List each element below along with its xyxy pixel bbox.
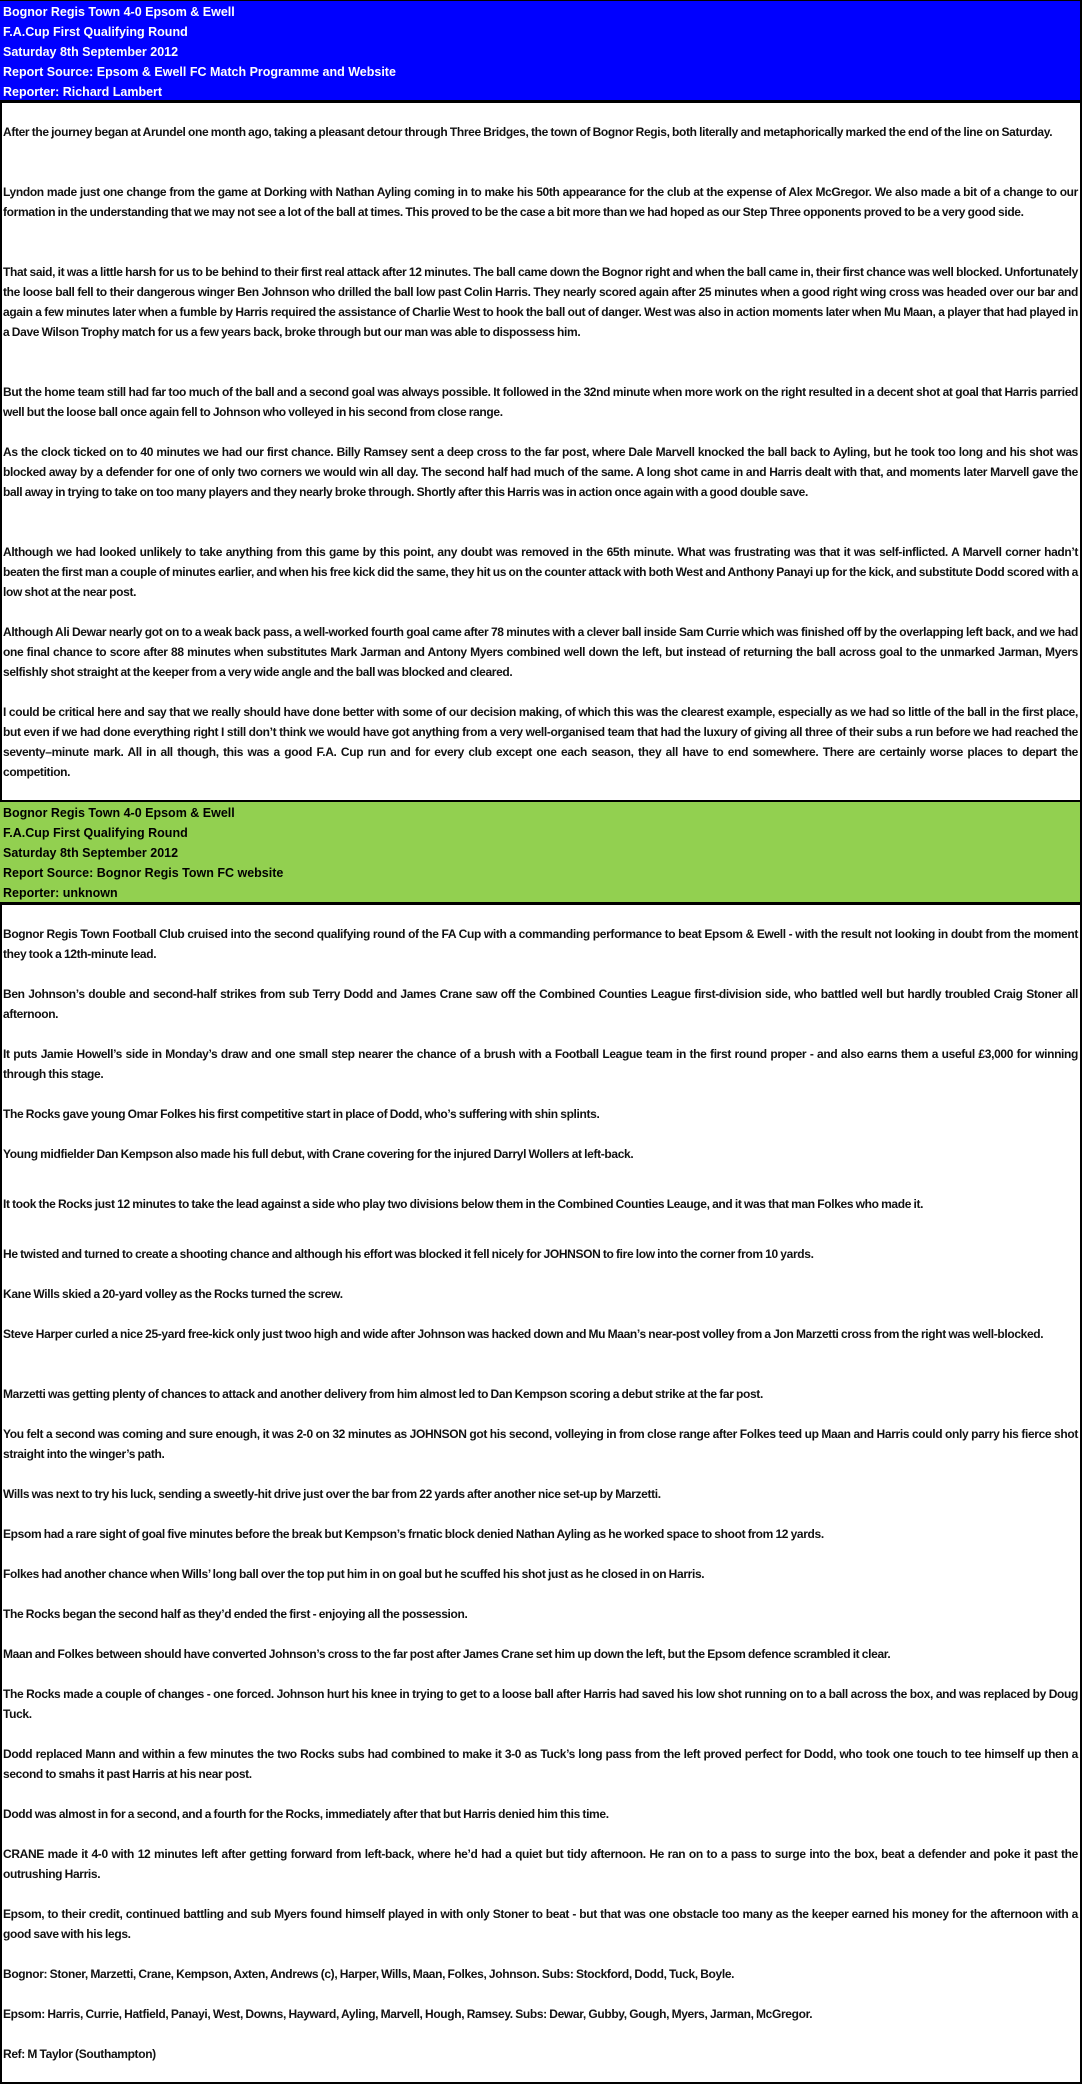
header-source: Report Source: Bognor Regis Town FC website: [3, 866, 284, 880]
report-1-header: [0, 0, 1080, 103]
header-date: Saturday 8th September 2012: [3, 45, 179, 59]
header-date: Saturday 8th September 2012: [3, 846, 179, 860]
report-2-paragraph: Kane Wills skied a 20-yard volley as the Rocks turned the screw.: [3, 1287, 343, 1301]
report-2-paragraph: Dodd replaced Mann and within a few minutes the two Rocks subs had combined to make it 3-0 as Tuck’s long pass from the left proved perfect for Dodd, who took one touch to tee himself up then a second to smahs it past Harris at his near post.: [3, 1747, 1078, 1781]
report-2-paragraph: It took the Rocks just 12 minutes to take the lead against a side who play two divisions below them in the Combined Counties Leauge, and it was that man Folkes who made it.: [3, 1197, 924, 1211]
report-2-paragraph: Young midfielder Dan Kempson also made his full debut, with Crane covering for the injured Darryl Wollers at left-back.: [3, 1147, 634, 1161]
report-2-paragraph: CRANE made it 4-0 with 12 minutes left after getting forward from left-back, where he’d had a quiet but tidy afternoon. He ran on to a pass to surge into the box, beat a defender and poke it past the outrushing Harris.: [3, 1847, 1078, 1881]
report-2-paragraph: Ben Johnson’s double and second-half strikes from sub Terry Dodd and James Crane saw off the Combined Counties League first-division side, who battled well but hardly troubled Craig Stoner all afternoon.: [3, 987, 1078, 1021]
report-2-paragraph: Epsom had a rare sight of goal five minutes before the break but Kempson’s frnatic block denied Nathan Ayling as he worked space to shoot from 12 yards.: [3, 1527, 824, 1541]
report-1-paragraph: Although Ali Dewar nearly got on to a weak back pass, a well-worked fourth goal came after 78 minutes with a clever ball inside Sam Currie which was finished off by the overlapping left back, and we had one final chance to score after 88 minutes when substitutes Mark Jarman and Antony Myers combined well down the left, but instead of returning the ball across goal to the unmarked Jarman, Myers selfishly shot straight at the keeper from a very wide angle and the ball was blocked and cleared.: [3, 625, 1078, 679]
report-2-paragraph: Epsom, to their credit, continued battling and sub Myers found himself played in with only Stoner to beat - but that was one obstacle too many as the keeper earned his money for the afternoon with a good save with his legs.: [3, 1907, 1078, 1941]
referee: Ref: M Taylor (Southampton): [3, 2047, 156, 2061]
report-2-paragraph: Steve Harper curled a nice 25-yard free-kick only just twoo high and wide after Johnson was hacked down and Mu Maan’s near-post volley from a Jon Marzetti cross from the right was well-blocked.: [3, 1327, 1044, 1341]
report-2-paragraph: Folkes had another chance when Wills’ long ball over the top put him in on goal but he scuffed his shot just as he closed in on Harris.: [3, 1567, 705, 1581]
report-1-paragraph: But the home team still had far too much of the ball and a second goal was always possible. It followed in the 32nd minute when more work on the right resulted in a decent shot at goal that Harris parried well but the loose ball once again fell to Johnson who volleyed in his second from close range.: [3, 385, 1078, 419]
report-2-paragraph: Dodd was almost in for a second, and a fourth for the Rocks, immediately after that but Harris denied him this time.: [3, 1807, 609, 1821]
report-2-paragraph: You felt a second was coming and sure enough, it was 2-0 on 32 minutes as JOHNSON got his second, volleying in from close range after Folkes teed up Maan and Harris could only parry his fierce shot straight into the winger’s path.: [3, 1427, 1078, 1461]
report-1-paragraph: After the journey began at Arundel one month ago, taking a pleasant detour through Three Bridges, the town of Bognor Regis, both literally and metaphorically marked the end of the line on Saturday.: [3, 125, 1053, 139]
report-1-paragraph: As the clock ticked on to 40 minutes we had our first chance. Billy Ramsey sent a deep cross to the far post, where Dale Marvell knocked the ball back to Ayling, but he took too long and his shot was blocked away by a defender for one of only two corners we would win all day. The second half had much of the same. A long shot came in and Harris dealt with that, and moments later Marvell gave the ball away in trying to take on too many players and they nearly broke through. Shortly after this Harris was in action once again with a good double save.: [3, 445, 1078, 499]
header-source: Report Source: Epsom & Ewell FC Match Programme and Website: [3, 65, 396, 79]
bognor-lineup: Bognor: Stoner, Marzetti, Crane, Kempson, Axten, Andrews (c), Harper, Wills, Maan, Folkes, Johnson. Subs: Stockford, Dodd, Tuck, Boyle.: [3, 1967, 735, 1981]
report-1-paragraph: That said, it was a little harsh for us to be behind to their first real attack after 12 minutes. The ball came down the Bognor right and when the ball came in, their first chance was well blocked. Unfortunately the loose ball fell to their dangerous winger Ben Johnson who drilled the ball low past Colin Harris. They nearly scored again after 25 minutes when a good right wing cross was headed over our bar and again a few minutes later when a fumble by Harris required the assistance of Charlie West to hook the ball out of danger. West was also in action moments later when Mu Maan, a player that had played in a Dave Wilson Trophy match for us a few years back, broke through but our man was able to dispossess him.: [3, 265, 1078, 339]
report-2-paragraph: Bognor Regis Town Football Club cruised into the second qualifying round of the FA Cup with a commanding performance to beat Epsom & Ewell - with the result not looking in doubt from the moment they took a 12th-minute lead.: [3, 927, 1078, 961]
report-2-header: [0, 800, 1080, 905]
header-match: Bognor Regis Town 4-0 Epsom & Ewell: [3, 806, 235, 820]
report-2-paragraph: The Rocks gave young Omar Folkes his first competitive start in place of Dodd, who’s suffering with shin splints.: [3, 1107, 600, 1121]
report-1-paragraph: Although we had looked unlikely to take anything from this game by this point, any doubt was removed in the 65th minute. What was frustrating was that it was self-inflicted. A Marvell corner hadn’t beaten the first man a couple of minutes earlier, and when his free kick did the same, they hit us on the counter attack with both West and Anthony Panayi up for the kick, and substitute Dodd scored with a low shot at the near post.: [3, 545, 1078, 599]
epsom-lineup: Epsom: Harris, Currie, Hatfield, Panayi, West, Downs, Hayward, Ayling, Marvell, Hough, Ramsey. Subs: Dewar, Gubby, Gough, Myers, Jarman, McGregor.: [3, 2007, 813, 2021]
report-1-paragraph: I could be critical here and say that we really should have done better with some of our decision making, of which this was the clearest example, especially as we had so little of the ball in the first place, but even if we had done everything right I still don’t think we would have got anything from a very well-organised team that had the luxury of giving all three of their subs a run before we had reached the seventy–minute mark. All in all though, this was a good F.A. Cup run and for every club except one each season, they all have to end somewhere. There are certainly worse places to depart the competition.: [3, 705, 1078, 779]
report-2-paragraph: Maan and Folkes between should have converted Johnson’s cross to the far post after James Crane set him up down the left, but the Epsom defence scrambled it clear.: [3, 1647, 891, 1661]
header-competition: F.A.Cup First Qualifying Round: [3, 826, 188, 840]
header-match: Bognor Regis Town 4-0 Epsom & Ewell: [3, 5, 235, 19]
report-2-paragraph: Wills was next to try his luck, sending a sweetly-hit drive just over the bar from 22 yards after another nice set-up by Marzetti.: [3, 1487, 661, 1501]
report-2-paragraph: The Rocks made a couple of changes - one forced. Johnson hurt his knee in trying to get to a loose ball after Harris had saved his low shot running on to a ball across the box, and was replaced by Doug Tuck.: [3, 1687, 1078, 1721]
report-2-paragraph: It puts Jamie Howell’s side in Monday’s draw and one small step nearer the chance of a brush with a Football League team in the first round proper - and also earns them a useful £3,000 for winning through this stage.: [3, 1047, 1078, 1081]
report-2-paragraph: He twisted and turned to create a shooting chance and although his effort was blocked it fell nicely for JOHNSON to fire low into the corner from 10 yards.: [3, 1247, 814, 1261]
header-reporter: Reporter: unknown: [3, 886, 118, 900]
report-2-paragraph: The Rocks began the second half as they’d ended the first - enjoying all the possession.: [3, 1607, 468, 1621]
header-competition: F.A.Cup First Qualifying Round: [3, 25, 188, 39]
report-1-paragraph: Lyndon made just one change from the game at Dorking with Nathan Ayling coming in to make his 50th appearance for the club at the expense of Alex McGregor. We also made a bit of a change to our formation in the understanding that we may not see a lot of the ball at times. This proved to be the case a bit more than we had hoped as our Step Three opponents proved to be a very good side.: [3, 185, 1078, 219]
report-2-paragraph: Marzetti was getting plenty of chances to attack and another delivery from him almost led to Dan Kempson scoring a debut strike at the far post.: [3, 1387, 763, 1401]
header-reporter: Reporter: Richard Lambert: [3, 85, 163, 99]
